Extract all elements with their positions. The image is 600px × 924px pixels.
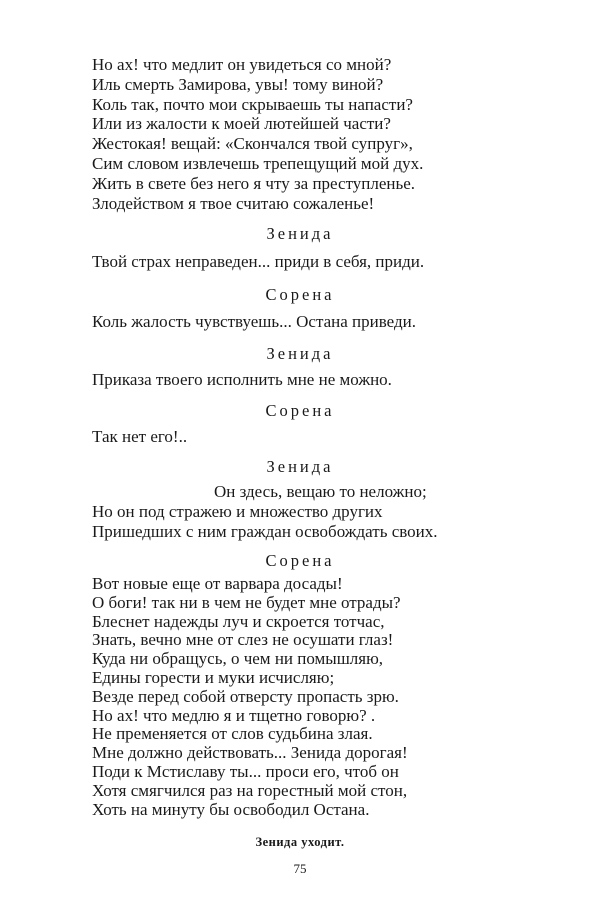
speaker-name: Зенида (266, 224, 334, 243)
verse-line: Иль смерть Замирова, увы! тому виной? (92, 74, 384, 94)
verse-line: Жить в свете без него я чту за преступленье. (92, 173, 416, 193)
speaker-name: Зенида (266, 457, 334, 476)
verse-line: Но он под стражею и множество других (92, 501, 383, 521)
speaker-name: Сорена (265, 551, 335, 570)
verse-line: Он здесь, вещаю то неложно; (214, 482, 427, 501)
verse-line: Хотя смягчился раз на горестный мой стон, (92, 780, 408, 800)
verse-line: Куда ни обращусь, о чем ни помышляю, (92, 649, 384, 669)
speaker-name: Зенида (266, 344, 334, 363)
verse-block-3 (92, 312, 532, 332)
verse-line: Мне должно действовать... Зенида дорогая! (92, 743, 408, 763)
verse-line: Коль жалость чувствуешь... Остана приведи. (92, 312, 416, 331)
verse-line: Сим словом извлечешь трепещущий мой дух. (92, 153, 424, 173)
verse-line: Злодейством я твое считаю сожаленье! (92, 193, 375, 213)
verse-block-1 (92, 55, 532, 213)
verse-line: О боги! так ни в чем не будет мне отрады? (92, 592, 401, 612)
verse-line: Поди к Мстиславу ты... проси его, чтоб он (92, 761, 399, 781)
page-number: 75 (293, 861, 307, 876)
verse-line: Твой страх неправеден... приди в себя, приди. (92, 252, 425, 271)
verse-block-2 (92, 252, 532, 272)
verse-block-6 (92, 482, 532, 541)
verse-line: Жестокая! вещай: «Скончался твой супруг», (92, 134, 413, 154)
speaker-name: Сорена (265, 285, 335, 304)
verse-line: Хоть на минуту бы освободил Остана. (92, 799, 370, 819)
speaker-name: Сорена (265, 401, 335, 420)
verse-line: Знать, вечно мне от слез не осушати глаз! (92, 630, 394, 650)
verse-line: Блеснет надежды луч и скроется тотчас, (92, 611, 385, 631)
verse-line: Пришедших с ним граждан освобождать своих. (92, 521, 438, 541)
verse-line: Так нет его!.. (92, 427, 188, 446)
stage-direction: Зенида уходит. (255, 835, 345, 849)
verse-line: Вот новые еще от варвара досады! (92, 574, 343, 593)
verse-line: Везде перед собой отверсту пропасть зрю. (92, 686, 399, 706)
verse-line: Едины горести и муки исчисляю; (92, 667, 335, 687)
verse-block-5 (92, 427, 532, 447)
verse-line: Но ах! что медлю я и тщетно говорю? . (92, 705, 376, 725)
verse-line: Или из жалости к моей лютейшей части? (92, 114, 391, 134)
verse-block-4 (92, 370, 532, 390)
verse-line: Не пременяется от слов судьбина злая. (92, 724, 373, 744)
verse-block-7 (92, 575, 532, 819)
verse-line: Приказа твоего исполнить мне не можно. (92, 370, 392, 389)
verse-line: Коль так, почто мои скрываешь ты напасти? (92, 94, 413, 114)
verse-line: Но ах! что медлит он увидеться со мной? (92, 55, 392, 74)
